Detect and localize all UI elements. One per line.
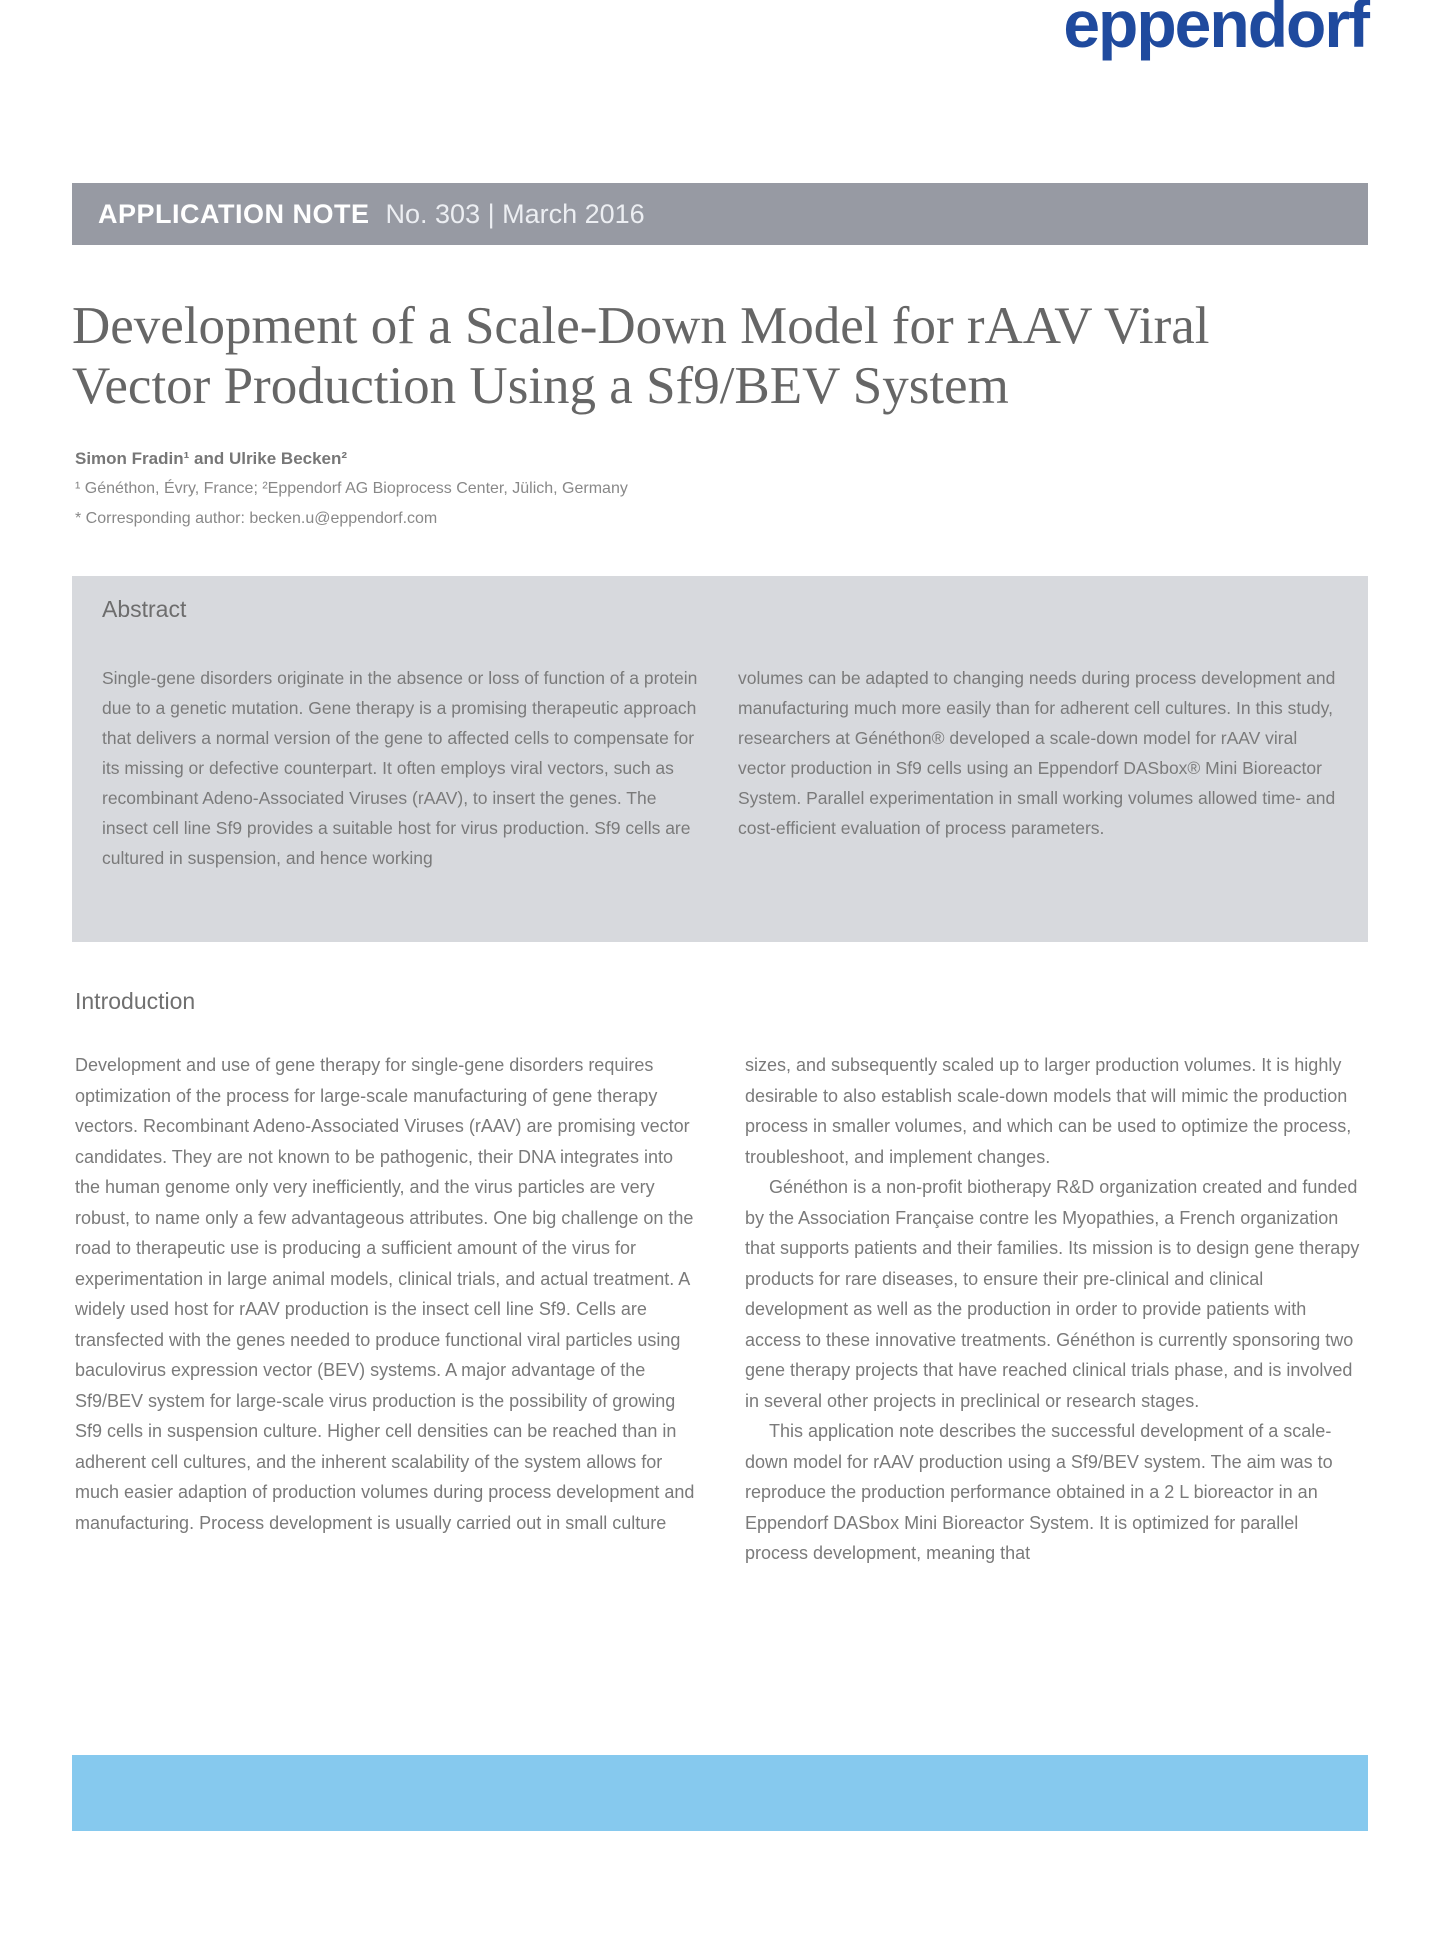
intro-paragraph: Généthon is a non-profit biotherapy R&D organization created and funded by the Association Française contre les Myopathies, a French organization that supports patients and their families. Its mission is to design gene therapy products for rare diseases, to ensure their pre-clinical and clinical development as well as the production in order to provide patients with access to these innovative treatments. Généthon is currently sponsoring two gene therapy projects that have reached clinical trials phase, and is involved in several other projects in preclinical or research stages. xyxy=(745,1177,1360,1411)
intro-paragraph: Development and use of gene therapy for single-gene disorders requires optimization of the process for large-scale manufacturing of gene therapy vectors. Recombinant Adeno-Associated Viruses (rAAV) are promising vector candidates. They are not known to be pathogenic, their DNA integrates into the human genome only very inefficiently, and the virus particles are very robust, to name only a few advantageous attributes. One big challenge on the road to therapeutic use is producing a sufficient amount of the virus for experimentation in large animal models, clinical trials, and actual treatment. A widely used host for rAAV production is the insect cell line Sf9. Cells are transfected with the genes needed to produce functional viral particles using baculovirus expression vector (BEV) systems. A major advantage of the Sf9/BEV system for large-scale virus production is the possibility of growing Sf9 cells in suspension culture. Higher cell densities can be reached than in adherent cell cultures, and the inherent scalability of the system allows for much easier adaption of production volumes during process development and manufacturing. Process development is usually carried out in small culture xyxy=(75,1055,695,1533)
title-line-1: Development of a Scale-Down Model for rAAV Viral xyxy=(72,297,1210,355)
intro-paragraph: sizes, and subsequently scaled up to larger production volumes. It is highly desirable to also establish scale-down models that will mimic the production process in smaller volumes, and which can be used to optimize the process, troubleshoot, and implement changes. xyxy=(745,1055,1352,1167)
abstract-heading: Abstract xyxy=(102,596,187,622)
eppendorf-logo: eppendorf xyxy=(1063,0,1368,61)
abstract-column-1: Single-gene disorders originate in the absence or loss of function of a protein due to a genetic mutation. Gene therapy is a promising therapeutic approach that delivers a normal version of the gene to affected cells to compensate for its missing or defective counterpart. It often employs viral vectors, such as recombinant Adeno-Associated Viruses (rAAV), to insert the genes. The insect cell line Sf9 provides a suitable host for virus production. Sf9 cells are cultured in suspension, and hence working xyxy=(102,668,698,868)
application-note-bar xyxy=(72,183,1368,245)
introduction-column-2 xyxy=(745,1050,1365,1569)
corresponding-author-line: * Corresponding author: becken.u@eppendorf.com xyxy=(75,510,438,527)
document-title xyxy=(72,296,1368,416)
introduction-column-1 xyxy=(75,1050,695,1569)
note-kind-label: APPLICATION NOTE xyxy=(98,198,370,229)
introduction-columns xyxy=(75,1050,1365,1569)
abstract-column-2: volumes can be adapted to changing needs during process development and manufacturing much more easily than for adherent cell cultures. In this study, researchers at Généthon® developed a scale-down model for rAAV viral vector production in Sf9 cells using an Eppendorf DASbox® Mini Bioreactor System. Parallel experimentation in small working volumes allowed time- and cost-efficient evaluation of process parameters. xyxy=(738,668,1336,838)
note-number-date: No. 303 | March 2016 xyxy=(385,198,645,229)
title-line-2: Vector Production Using a Sf9/BEV System xyxy=(72,357,1009,415)
authors: Simon Fradin¹ and Ulrike Becken² xyxy=(75,449,348,468)
abstract-columns xyxy=(102,663,1338,873)
intro-paragraph: This application note describes the successful development of a scale-down model for rAAV production using a Sf9/BEV system. The aim was to reproduce the production performance obtained in a 2 L bioreactor in an Eppendorf DASbox Mini Bioreactor System. It is optimized for parallel process development, meaning that xyxy=(745,1421,1333,1563)
footer-color-band xyxy=(72,1755,1368,1831)
affiliation-line: ¹ Généthon, Évry, France; ²Eppendorf AG Bioprocess Center, Jülich, Germany xyxy=(75,480,628,497)
introduction-heading: Introduction xyxy=(75,988,196,1014)
abstract-box xyxy=(72,576,1368,942)
